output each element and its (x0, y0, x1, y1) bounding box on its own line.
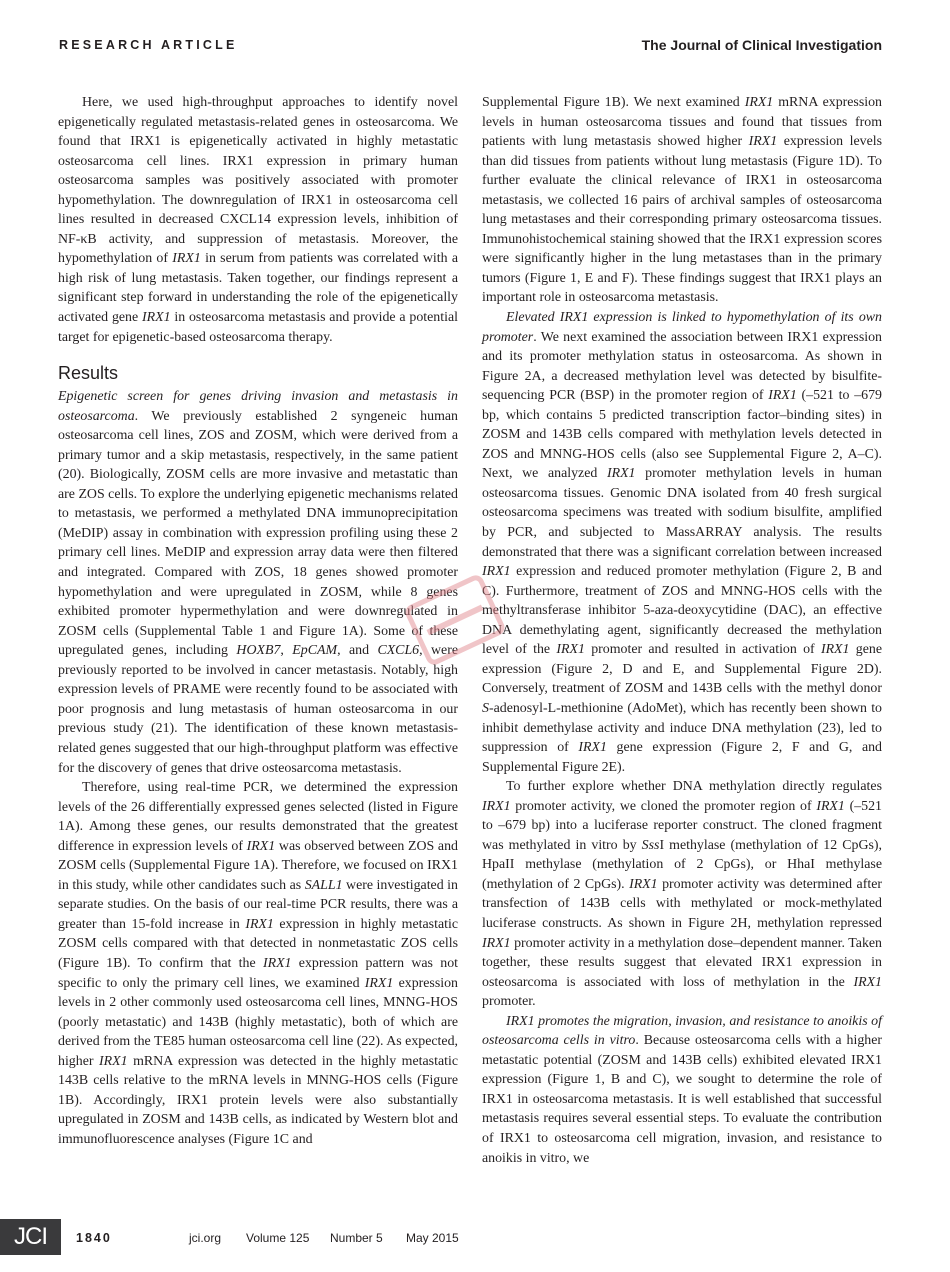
epigenetic-screen-paragraph: Epigenetic screen for genes driving invasion and metastasis in osteosarcoma. We previously established 2 syngeneic human osteosarcoma cell lines, ZOS and ZOSM, which were derived from a primary tumor and a skip metastasis, respectively, in the same patient (20). Biologically, ZOSM cells are more invasive and metastatic than are ZOS cells. To explore the underlying epigenetic mechanisms related to metastasis, we performed a methylated DNA immunoprecipitation (MeDIP) assay in combination with expression profiling using these 2 primary cell lines. MeDIP and expression array data were then filtered and integrated. Compared with ZOS, 18 genes showed promoter hypomethylation and were upregulated in ZOSM, while 8 genes exhibited promoter hypermethylation and were downregulated in ZOSM cells (Supplemental Table 1 and Figure 1A). Some of these upregulated genes, including HOXB7, EpCAM, and CXCL6, were previously reported to be involved in cancer metastasis. Notably, high expression levels of PRAME were recently found to be associated with poor prognosis and lung metastasis of human osteosarcoma in our previous study (21). The identification of these known metastasis-related genes suggested that our high-throughput platform was effective for the discovery of genes that drive osteosarcoma metastasis. (58, 389, 459, 776)
footer-site-link[interactable]: jci.org (189, 1231, 222, 1245)
section-label: RESEARCH ARTICLE (59, 38, 238, 52)
hypomethylation-paragraph: Elevated IRX1 expression is linked to hypomethylation of its own promoter. We next examined the association between IRX1 expression and its promoter methylation status in osteosarcoma. As shown in Figure 2A, a decreased methylation level was detected by bisulfite-sequencing PCR (BSP) in the promoter region of IRX1 (–521 to –679 bp, which contains 5 predicted transcription factor–binding sites) in ZOSM and 143B cells compared with methylation levels detected in ZOS and MNNG-HOS cells (also see Supplemental Figure 2, A–C). Next, we analyzed IRX1 promoter methylation levels in human osteosarcoma tissues. Genomic DNA isolated from 40 fresh surgical osteosarcoma specimens was treated with sodium bisulfite, amplified by PCR, and subjected to MassARRAY analysis. The results demonstrated that there was a significant correlation between increased IRX1 expression and reduced promoter methylation (Figure 2, B and C). Furthermore, treatment of ZOS and MNNG-HOS cells with the methyltransferase inhibitor 5-aza-deoxycytidine (DAC), an effective DNA demethylating agent, significantly decreased the methylation level of the IRX1 promoter and resulted in activation of IRX1 gene expression (Figure 2, D and E, and Supplemental Figure 2D). Conversely, treatment of ZOSM and 143B cells with the methyl donor S-adenosyl-L-methionine (AdoMet), which has recently been shown to inhibit demethylase activity and induce DNA methylation (23), led to suppression of IRX1 gene expression (Figure 2, F and G, and Supplemental Figure 2E). (482, 310, 882, 775)
clinical-relevance-paragraph: Supplemental Figure 1B). We next examined IRX1 mRNA expression levels in human osteosarcoma tissues and found that tissues from patients with lung metastasis showed higher IRX1 expression levels than did tissues from patients without lung metastasis (Figure 1D). To further evaluate the clinical relevance of IRX1 in osteosarcoma metastasis, we collected 16 pairs of archival samples of osteosarcoma lung metastases and their corresponding primary osteosarcoma tissues. Immunohistochemical staining showed that the IRX1 expression scores were significantly higher in the lung metastases than in the primary tumors (Figure 1, E and F). These findings suggest that IRX1 plays an important role in osteosarcoma metastasis. (482, 95, 882, 306)
page-footer (0, 1219, 950, 1255)
footer-issue-number: Number 5 (330, 1231, 383, 1245)
right-column (482, 93, 882, 1168)
realtime-pcr-paragraph: Therefore, using real-time PCR, we determined the expression levels of the 26 differentially expressed genes selected (listed in Figure 1A). Among these genes, our results demonstrated that the greatest difference in expression levels of IRX1 was observed between ZOS and ZOSM cells (Supplemental Figure 1A). Therefore, we focused on IRX1 in this study, while other candidates such as SALL1 were investigated in separate studies. On the basis of our real-time PCR results, there was a greater than 15-fold increase in IRX1 expression in highly metastatic ZOSM cells compared with that detected in nonmetastatic ZOS cells (Figure 1B). To confirm that the IRX1 expression pattern was not specific to only the primary cell lines, we examined IRX1 expression levels in 2 other commonly used osteosarcoma cell lines, MNNG-HOS (poorly metastatic) and 143B (highly metastatic), both of which are derived from the TE85 human osteosarcoma cell line (22). As expected, higher IRX1 mRNA expression was detected in the highly metastatic 143B cells relative to the mRNA levels in MNNG-HOS cells (Figure 1B). Accordingly, IRX1 protein levels were also substantially upregulated in ZOSM and 143B cells, as indicated by Western blot and immunofluorescence analyses (Figure 1C and (58, 780, 459, 1147)
results-heading: Results (58, 363, 119, 384)
footer-date: May 2015 (406, 1231, 459, 1245)
jci-logo: JCI (0, 1219, 61, 1255)
footer-volume: Volume 125 (246, 1231, 310, 1245)
journal-title: The Journal of Clinical Investigation (641, 37, 882, 53)
intro-paragraph: Here, we used high-throughput approaches to identify novel epigenetically regulated metastasis-related genes in osteosarcoma. We found that IRX1 is epigenetically activated in highly metastatic osteosarcoma cell lines. IRX1 expression in primary human osteosarcoma samples was positively associated with promoter hypomethylation. The downregulation of IRX1 in osteosarcoma cell lines resulted in decreased CXCL14 expression levels, inhibition of NF-κB activity, and suppression of metastasis. Moreover, the hypomethylation of IRX1 in serum from patients was correlated with a high risk of lung metastasis. Taken together, our findings represent a significant step forward in understanding the role of the epigenetically activated gene IRX1 in osteosarcoma metastasis and provide a potential target for epigenetic-based osteosarcoma therapy. (58, 95, 458, 345)
migration-invasion-paragraph: IRX1 promotes the migration, invasion, and resistance to anoikis of osteosarcoma cells in vitro. Because osteosarcoma cells with a higher metastatic potential (ZOSM and 143B cells) exhibited elevated IRX1 expression (Figure 1, B and C), we sought to determine the role of IRX1 in osteosarcoma metastasis. It is well established that successful metastasis requires several essential steps. To evaluate the contribution of IRX1 to osteosarcoma cell migration, invasion, and resistance to anoikis in vitro, we (482, 1013, 882, 1166)
left-column (58, 93, 458, 1149)
page-number: 1840 (76, 1231, 112, 1245)
luciferase-paragraph: To further explore whether DNA methylation directly regulates IRX1 promoter activity, we cloned the promoter region of IRX1 (–521 to –679 bp) into a luciferase reporter construct. The cloned fragment was methylated in vitro by SssI methylase (methylation of 12 CpGs), HpaII methylase (methylation of 2 CpGs), or HhaI methylase (methylation of 2 CpGs). IRX1 promoter activity was determined after transfection of 143B cells with methylated or mock-methylated luciferase constructs. As shown in Figure 2H, methylation repressed IRX1 promoter activity in a methylation dose–dependent manner. Taken together, these results suggest that elevated IRX1 expression in osteosarcoma is associated with loss of methylation in the IRX1 promoter. (482, 779, 882, 1010)
